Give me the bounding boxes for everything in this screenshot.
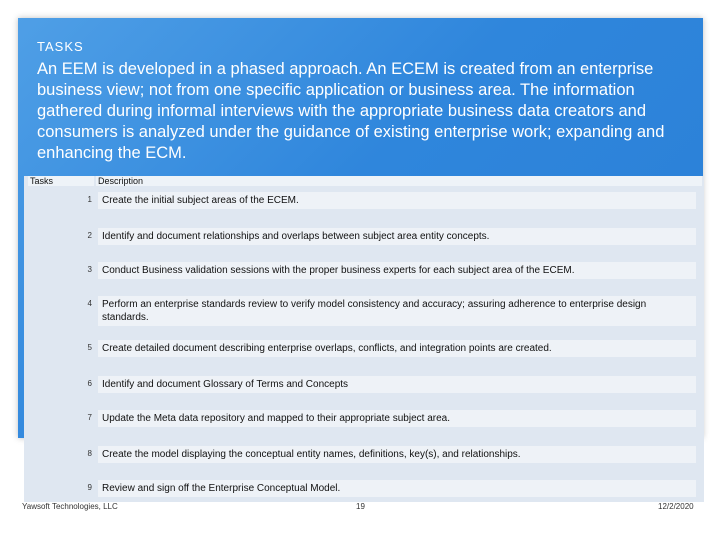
row-number: 5 xyxy=(87,343,92,352)
row-description: Perform an enterprise standards review to verify model consistency and accuracy; assuring adherence to enterprise design standards. xyxy=(98,296,696,326)
row-description: Create the initial subject areas of the ECEM. xyxy=(98,192,696,209)
row-number: 1 xyxy=(87,195,92,204)
col-tasks-header: Tasks xyxy=(28,176,94,186)
row-description: Identify and document relationships and overlaps between subject area entity concepts. xyxy=(98,228,696,245)
row-description: Conduct Business validation sessions with the proper business experts for each subject area of the ECEM. xyxy=(98,262,696,279)
row-number: 6 xyxy=(87,379,92,388)
row-number: 7 xyxy=(87,413,92,422)
heading-block xyxy=(37,36,697,164)
row-description: Review and sign off the Enterprise Conceptual Model. xyxy=(98,480,696,497)
row-description: Create the model displaying the conceptual entity names, definitions, key(s), and relationships. xyxy=(98,446,696,463)
row-number: 9 xyxy=(87,483,92,492)
row-number: 8 xyxy=(87,449,92,458)
row-number: 2 xyxy=(87,231,92,240)
row-number: 3 xyxy=(87,265,92,274)
row-description: Update the Meta data repository and mapped to their appropriate subject area. xyxy=(98,410,696,427)
footer-company: Yawsoft Technologies, LLC xyxy=(22,502,118,511)
footer-date: 12/2/2020 xyxy=(658,502,694,511)
col-description-header: Description xyxy=(96,176,702,186)
row-number: 4 xyxy=(87,299,92,308)
heading-title: TASKS xyxy=(37,39,84,54)
footer-page-number: 19 xyxy=(356,502,365,511)
heading-body: An EEM is developed in a phased approach. An ECEM is created from an enterprise business view; not from one specific application or business area. The information gathered during informal interviews with the appropriate business data creators and consumers is analyzed under the guidance of existing enterprise work; expanding and enhancing the ECM. xyxy=(37,60,665,162)
row-description: Create detailed document describing enterprise overlaps, conflicts, and integration points are created. xyxy=(98,340,696,357)
row-description: Identify and document Glossary of Terms and Concepts xyxy=(98,376,696,393)
